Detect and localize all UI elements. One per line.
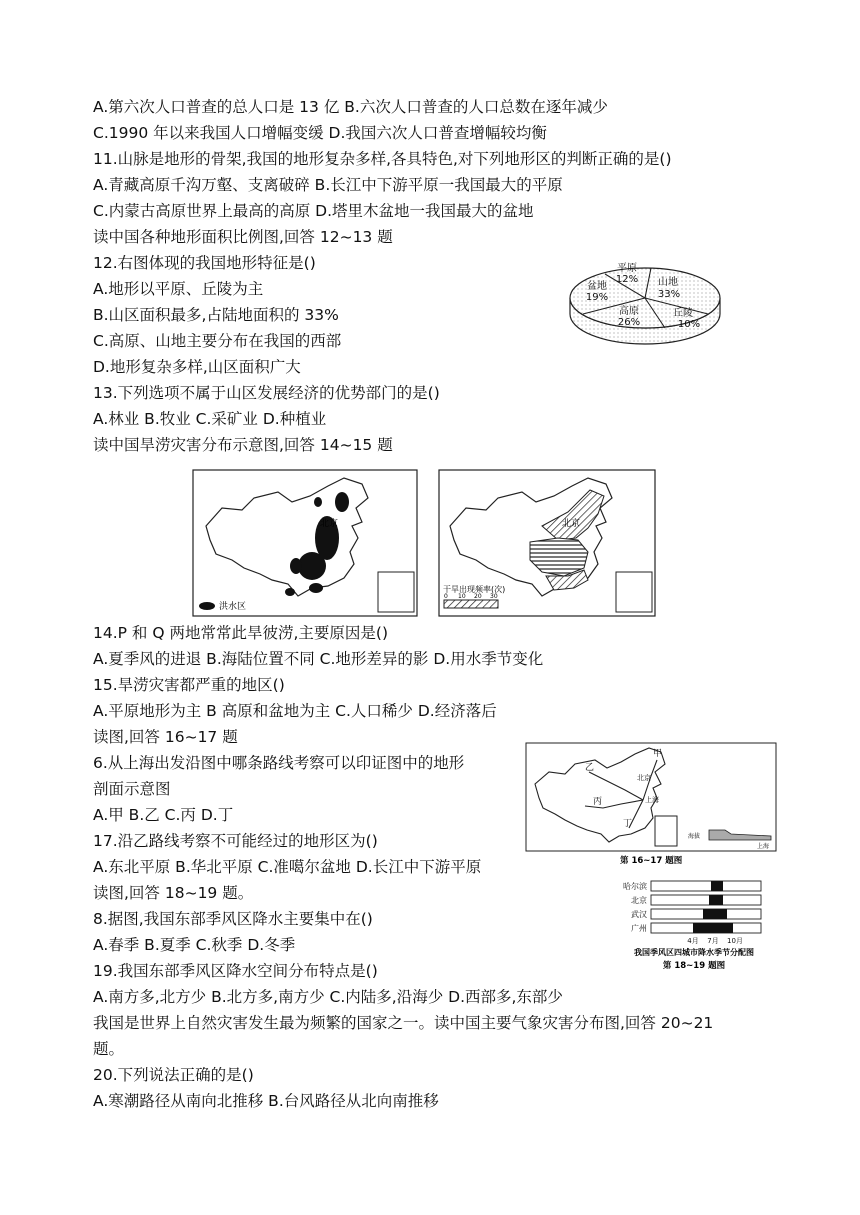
label-plateau: 高原	[619, 306, 639, 317]
text-line: 14.P 和 Q 两地常常此旱彼涝,主要原因是()	[93, 624, 389, 642]
text-line: 12.右图体现的我国地形特征是()	[93, 254, 316, 272]
flood-area	[309, 583, 323, 593]
chart-title: 我国季风区四城市降水季节分配图	[634, 948, 754, 957]
south-sea-inset	[378, 572, 414, 612]
text-line: A.东北平原 B.华北平原 C.准噶尔盆地 D.长江中下游平原	[93, 858, 482, 876]
beijing-label: 北京	[637, 774, 651, 782]
flood-map	[192, 468, 422, 618]
text-line: A.甲 B.乙 C.丙 D.丁	[93, 806, 234, 824]
route-label-yi: 乙	[585, 763, 595, 773]
text-line: A.平原地形为主 B 高原和盆地为主 C.人口稀少 D.经济落后	[93, 702, 497, 720]
route-label-ding: 丁	[623, 819, 633, 829]
text-line: C.1990 年以来我国人口增幅变缓 D.我国六次人口普查增幅较均衡	[93, 124, 547, 142]
text-line: C.内蒙古高原世界上最高的高原 D.塔里木盆地一我国最大的盆地	[93, 202, 534, 220]
month-label: 7月	[707, 937, 719, 945]
flood-area	[314, 497, 322, 507]
drought-scale-tick: 10	[458, 593, 466, 600]
text-line: A.寒潮路径从南向北推移 B.台风路径从北向南推移	[93, 1092, 439, 1110]
label-plateau-pct: 26%	[617, 317, 641, 328]
drought-map	[438, 468, 658, 618]
text-line: 读图,回答 18~19 题。	[93, 884, 254, 902]
route-label-jia: 甲	[653, 749, 663, 759]
flood-legend-label: 洪水区	[219, 602, 247, 612]
text-line: A.夏季风的进退 B.海陆位置不同 C.地形差异的影 D.用水季节变化	[93, 650, 544, 668]
label-plain-pct: 12%	[615, 274, 639, 285]
beijing-label: 北京	[320, 519, 339, 529]
flood-legend-swatch	[199, 602, 215, 610]
text-line: A.南方多,北方少 B.北方多,南方少 C.内陆多,沿海少 D.西部多,东部少	[93, 988, 563, 1006]
text-line: 20.下列说法正确的是()	[93, 1066, 254, 1084]
landform-pie-chart	[565, 252, 725, 350]
city-label: 广州	[631, 924, 647, 933]
text-line: A.第六次人口普查的总人口是 13 亿 B.六次人口普查的人口总数在逐年减少	[93, 98, 608, 116]
text-line: 读中国各种地形面积比例图,回答 12~13 题	[93, 228, 393, 246]
rain-season-bar	[693, 923, 733, 933]
text-line: 8.据图,我国东部季风区降水主要集中在()	[93, 910, 373, 928]
flood-area	[335, 492, 349, 512]
rain-season-bar	[703, 909, 727, 919]
text-line: 剖面示意图	[93, 780, 171, 798]
month-label: 4月	[687, 937, 699, 945]
city-label: 北京	[631, 896, 647, 905]
text-line: C.高原、山地主要分布在我国的西部	[93, 332, 342, 350]
figure-caption: 第 18~19 题图	[662, 961, 726, 971]
text-line: A.地形以平原、丘陵为主	[93, 280, 264, 298]
text-line: 我国是世界上自然灾害发生最为频繁的国家之一。读中国主要气象灾害分布图,回答 20~21	[93, 1014, 714, 1032]
profile-right-label: 上海	[757, 843, 770, 850]
drought-legend-title: 干旱出现频率(次)	[443, 585, 506, 594]
label-mountain: 山地	[658, 277, 678, 288]
rain-season-bar	[711, 881, 723, 891]
precipitation-season-chart	[615, 876, 773, 974]
label-mountain-pct: 33%	[657, 289, 681, 300]
flood-area	[290, 558, 302, 574]
city-label: 武汉	[631, 910, 647, 919]
text-line: B.山区面积最多,占陆地面积的 33%	[93, 306, 339, 324]
flood-area	[285, 588, 295, 596]
text-line: 13.下列选项不属于山区发展经济的优势部门的是()	[93, 384, 440, 402]
city-bar	[651, 881, 761, 891]
route-map	[525, 742, 783, 867]
text-line: 17.沿乙路线考察不可能经过的地形区为()	[93, 832, 378, 850]
text-line: 11.山脉是地形的骨架,我国的地形复杂多样,各具特色,对下列地形区的判断正确的是()	[93, 150, 672, 168]
route-label-bing: 丙	[593, 797, 603, 807]
label-hill: 丘陵	[673, 308, 693, 319]
shanghai-label: 上海	[645, 796, 659, 804]
drought-scale-tick: 0	[444, 593, 448, 600]
text-line: 读中国旱涝灾害分布示意图,回答 14~15 题	[93, 436, 393, 454]
label-basin: 盆地	[587, 281, 607, 292]
text-line: D.地形复杂多样,山区面积广大	[93, 358, 301, 376]
month-label: 10月	[727, 937, 743, 945]
text-line: 读图,回答 16~17 题	[93, 728, 238, 746]
drought-scale-tick: 30	[490, 593, 498, 600]
text-line: 题。	[93, 1040, 125, 1058]
label-basin-pct: 19%	[585, 292, 609, 303]
rain-season-bar	[709, 895, 723, 905]
text-line: 15.旱涝灾害都严重的地区()	[93, 676, 285, 694]
south-sea-inset	[655, 816, 677, 846]
text-line: A.春季 B.夏季 C.秋季 D.冬季	[93, 936, 296, 954]
text-line: A.青藏高原千沟万壑、支离破碎 B.长江中下游平原一我国最大的平原	[93, 176, 563, 194]
label-hill-pct: 10%	[677, 319, 701, 330]
figure-caption: 第 16~17 题图	[620, 856, 683, 866]
drought-scale-tick: 20	[474, 593, 482, 600]
text-line: 6.从上海出发沿图中哪条路线考察可以印证图中的地形	[93, 754, 465, 772]
drought-legend-bar	[444, 600, 498, 608]
city-bar	[651, 895, 761, 905]
text-line: 19.我国东部季风区降水空间分布特点是()	[93, 962, 378, 980]
text-line: A.林业 B.牧业 C.采矿业 D.种植业	[93, 410, 327, 428]
label-plain: 平原	[617, 263, 637, 274]
beijing-label: 北京	[562, 519, 581, 529]
profile-left-label: 海拔	[688, 833, 701, 840]
south-sea-inset	[616, 572, 652, 612]
city-label: 哈尔滨	[623, 882, 647, 891]
flood-area	[298, 552, 326, 580]
